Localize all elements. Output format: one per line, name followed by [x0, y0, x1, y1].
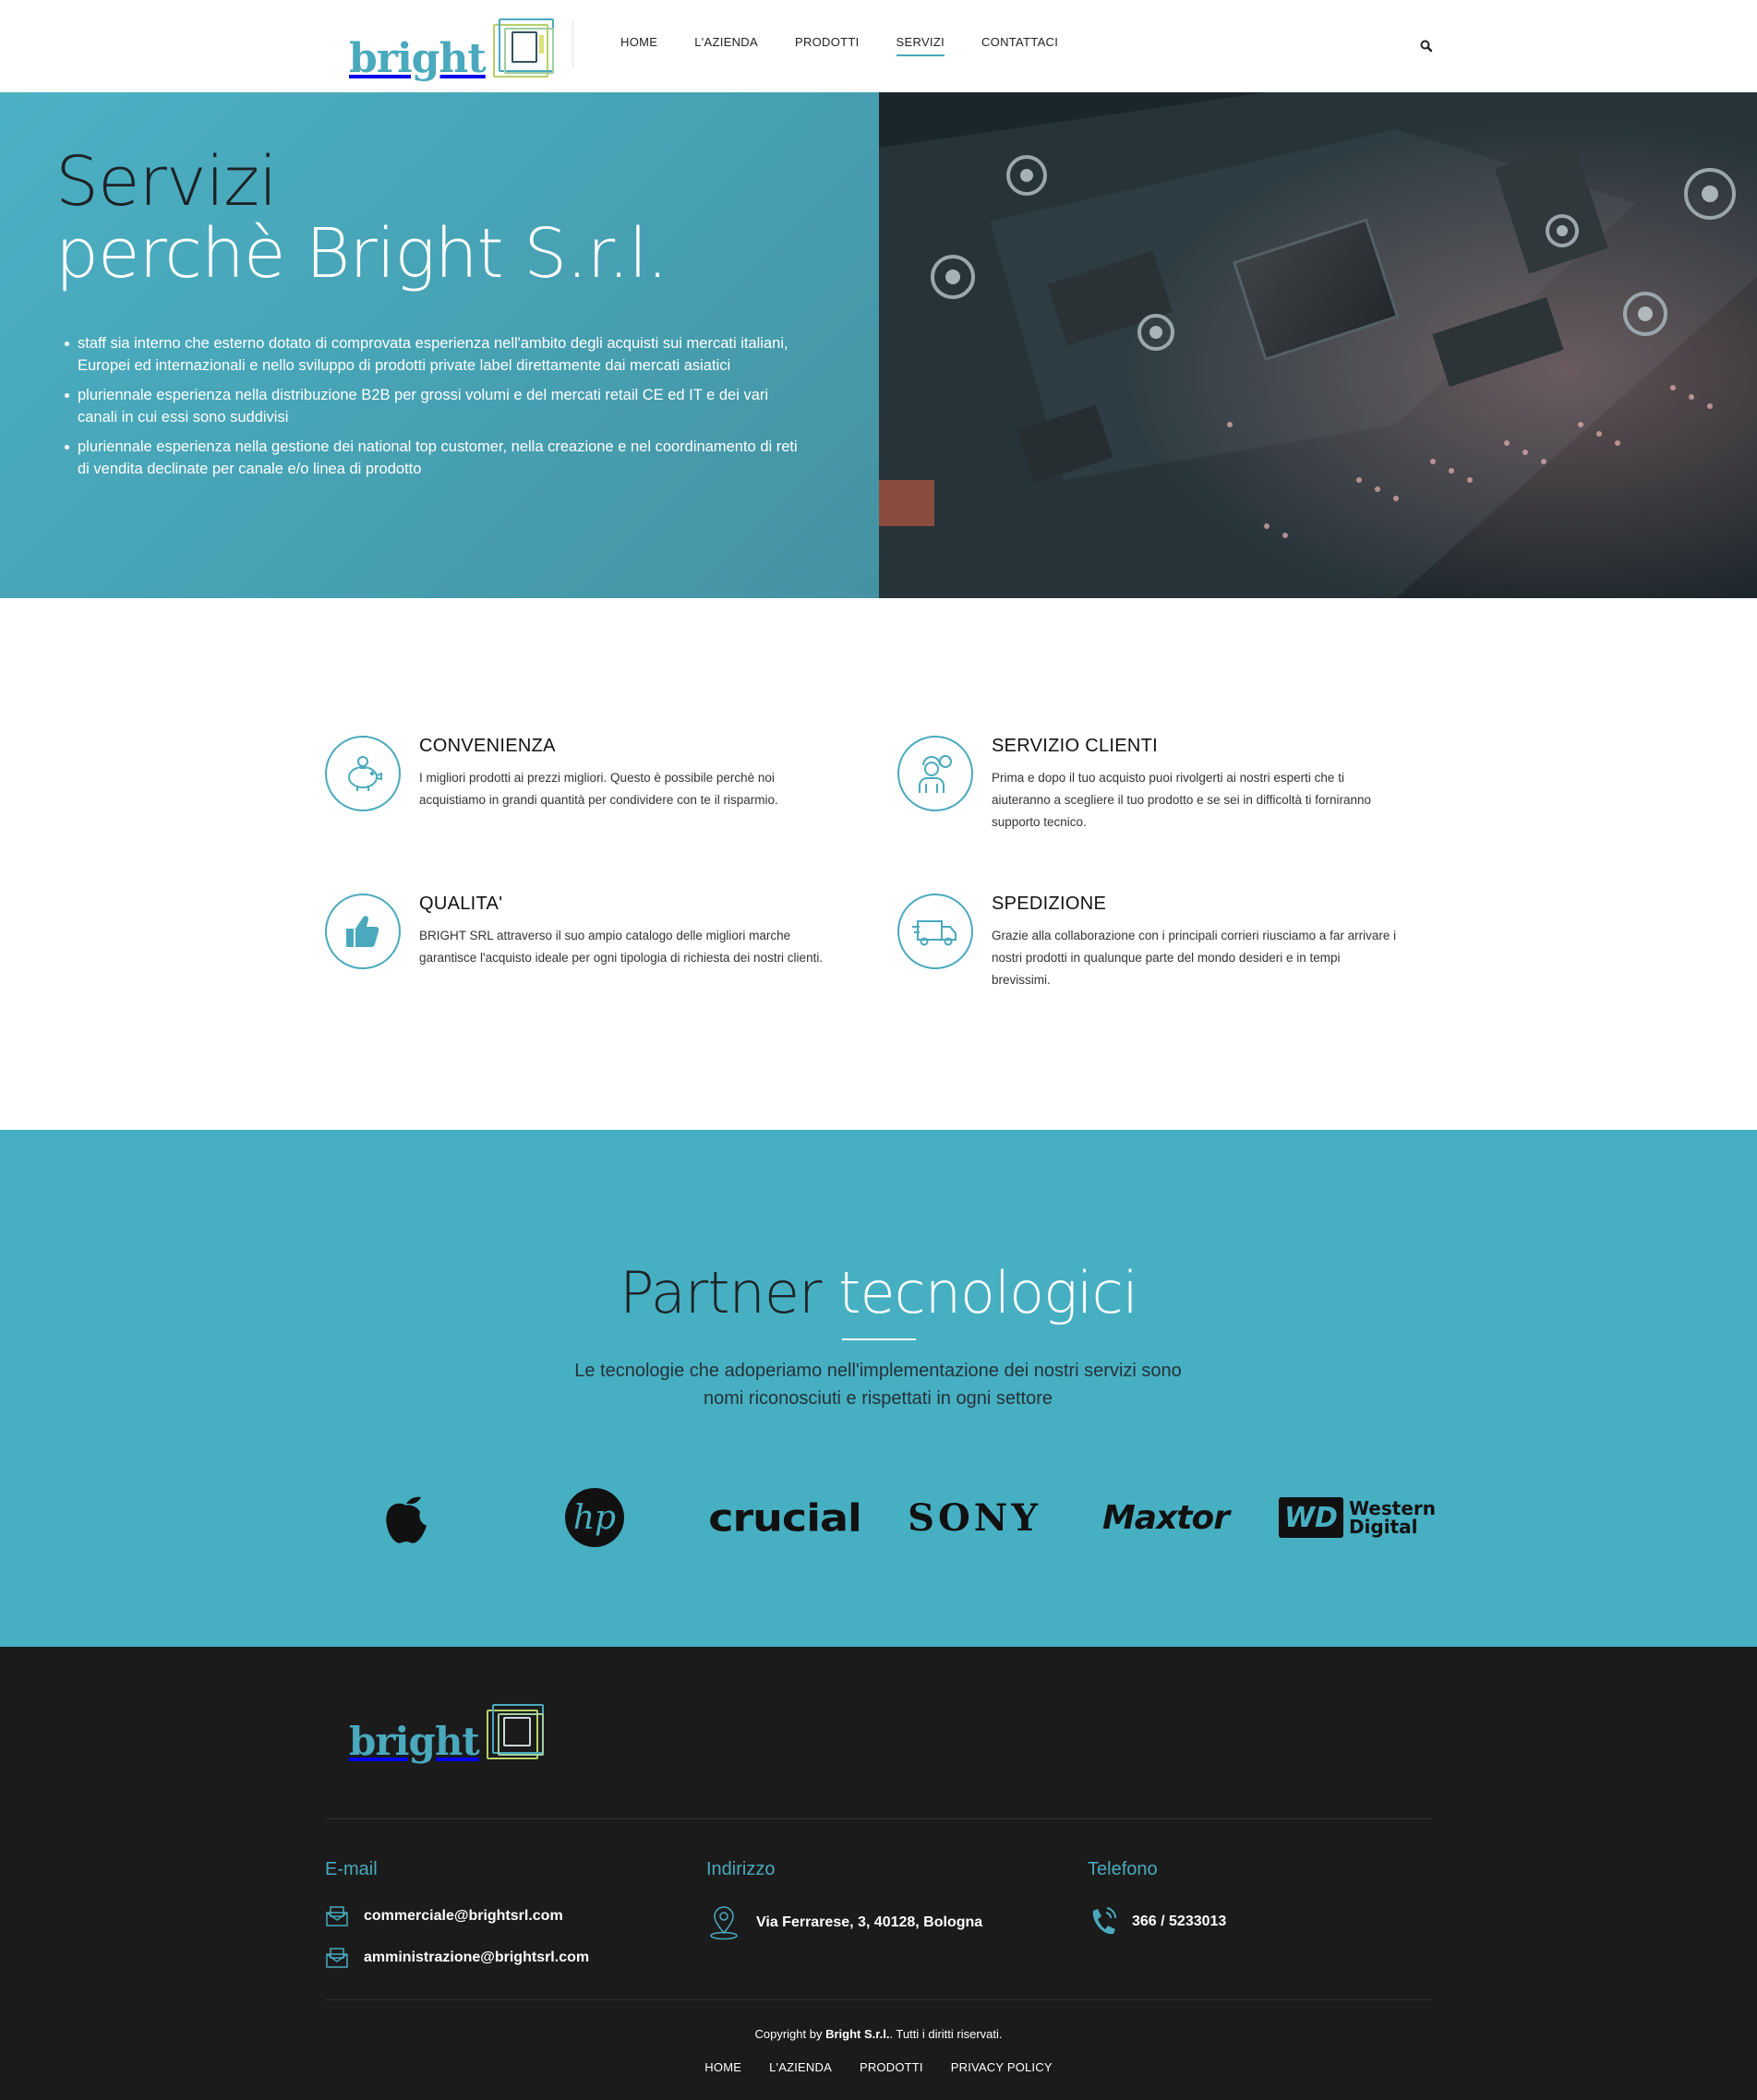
thumbs-up-icon: [325, 894, 401, 969]
footer-nav-home[interactable]: HOME: [704, 2060, 742, 2074]
header-divider: [572, 20, 573, 68]
feature-text: BRIGHT SRL attraverso il suo ampio catalogo delle migliori marche garantisce l'acquisto ideale per ogni tipologia di richiesta dei nostri clienti.: [419, 929, 824, 965]
apple-logo: [369, 1481, 443, 1554]
wd-logo-text1: Western: [1348, 1497, 1436, 1519]
hero-title: [55, 142, 668, 294]
site-header: [0, 0, 1757, 92]
customer-service-icon: [897, 736, 973, 811]
wd-logo-text2: Digital: [1348, 1516, 1418, 1538]
site-footer: [0, 1647, 1757, 2100]
delivery-truck-icon: [897, 894, 973, 969]
main-nav: [620, 35, 1058, 56]
mail-icon: [325, 1947, 349, 1969]
partners-title-light: tecnologici: [838, 1259, 1137, 1326]
nav-servizi[interactable]: SERVIZI: [897, 35, 945, 56]
nav-contattaci[interactable]: CONTATTACI: [981, 35, 1059, 49]
logo-mark-icon: [483, 1700, 551, 1765]
footer-email-item[interactable]: [325, 1905, 563, 1927]
footer-nav-azienda[interactable]: L'AZIENDA: [769, 2060, 832, 2074]
partners-subtitle-line2: nomi riconosciuti e rispettati in ogni settore: [704, 1388, 1053, 1409]
copyright-suffix: . Tutti i diritti riservati.: [889, 2027, 1003, 2041]
wd-logo-mark: WD: [1283, 1501, 1338, 1534]
hero-title-line1: Servizi: [55, 142, 277, 222]
hero-title-line2: perchè Bright S.r.l.: [55, 214, 668, 294]
copyright-prefix: Copyright by: [754, 2027, 823, 2041]
copyright-text: [0, 2027, 1757, 2041]
hero-bullet: pluriennale esperienza nella distribuzione B2B per grossi volumi e del mercati retail CE ed IT e dei vari canali in cui essi sono suddivisi: [63, 384, 801, 428]
circuit-board-image: [879, 92, 1757, 598]
feature-title: CONVENIENZA: [419, 736, 556, 756]
partners-title-underline: [842, 1338, 916, 1340]
footer-separator: [325, 1999, 1432, 2000]
footer-phone-heading: Telefono: [1088, 1859, 1158, 1879]
hero-bullet: pluriennale esperienza nella gestione dei national top customer, nella creazione e nel coordinamento di reti di vendita declinate per canale e/o linea di prodotto: [63, 436, 801, 480]
logo-text: bright: [349, 1719, 479, 1764]
header-logo[interactable]: [349, 9, 561, 81]
piggy-bank-icon: [325, 736, 401, 811]
footer-address-heading: Indirizzo: [706, 1859, 776, 1879]
feature-title: SERVIZIO CLIENTI: [992, 736, 1159, 756]
mail-icon: [325, 1905, 349, 1927]
western-digital-logo: [1279, 1481, 1436, 1554]
maxtor-logo-text: Maxtor: [1101, 1498, 1230, 1537]
footer-email-item[interactable]: [325, 1947, 589, 1969]
footer-nav: [0, 2060, 1757, 2074]
copyright-company: Bright S.r.l.: [825, 2027, 890, 2041]
footer-separator: [325, 1818, 1432, 1819]
crucial-logo-text: crucial: [708, 1494, 861, 1541]
partners-subtitle: [509, 1357, 1247, 1412]
crucial-logo: [706, 1481, 863, 1554]
search-icon[interactable]: [1419, 39, 1434, 54]
partners-subtitle-line1: Le tecnologie che adoperiamo nell'implementazione dei nostri servizi sono: [574, 1361, 1182, 1381]
hp-logo: [558, 1481, 632, 1554]
nav-home[interactable]: HOME: [620, 35, 658, 49]
sony-logo: [894, 1481, 1055, 1554]
maxtor-logo: [1085, 1481, 1246, 1554]
feature-text: Grazie alla collaborazione con i principali corrieri riusciamo a far arrivare i nostri prodotti in qualunque parte del mondo desideri e in tempi brevissimi.: [992, 929, 1397, 987]
partners-title-dark: Partner: [620, 1259, 822, 1326]
nav-prodotti[interactable]: PRODOTTI: [794, 35, 860, 49]
feature-title: QUALITA': [419, 894, 503, 914]
logo-mark-icon: [489, 15, 561, 81]
sony-logo-text: SONY: [908, 1495, 1041, 1540]
email-link[interactable]: commerciale@brightsrl.com: [364, 1908, 563, 1924]
email-link[interactable]: amministrazione@brightsrl.com: [364, 1950, 590, 1965]
footer-address-item: [706, 1905, 982, 1940]
hero-bullet-list: [63, 332, 801, 487]
partners-title: [0, 1259, 1757, 1326]
logo-text: bright: [349, 35, 486, 82]
nav-azienda[interactable]: L'AZIENDA: [694, 35, 758, 49]
footer-nav-privacy[interactable]: PRIVACY POLICY: [950, 2060, 1053, 2074]
footer-phone-item[interactable]: [1088, 1905, 1226, 1938]
phone-text[interactable]: 366 / 5233013: [1132, 1914, 1227, 1929]
hero-bullet: staff sia interno che esterno dotato di comprovata esperienza nell'ambito degli acquisti sui mercati italiani, Europei ed internazionali e nello sviluppo di prodotti private label direttamente dai mercati asiatici: [63, 332, 801, 377]
footer-nav-prodotti[interactable]: PRODOTTI: [859, 2060, 923, 2074]
address-text: Via Ferrarese, 3, 40128, Bologna: [756, 1914, 983, 1930]
feature-text: I migliori prodotti ai prezzi migliori. Questo è possibile perchè noi acquistiamo in grandi quantità per condividere con te il risparmio.: [419, 771, 778, 807]
phone-icon: [1088, 1905, 1117, 1938]
partners-section: [0, 1130, 1757, 1647]
map-pin-icon: [706, 1905, 741, 1940]
footer-email-heading: E-mail: [325, 1859, 378, 1879]
feature-text: Prima e dopo il tuo acquisto puoi rivolgerti ai nostri esperti che ti aiuteranno a scegliere il tuo prodotto e se sei in difficoltà ti forniranno supporto tecnico.: [992, 771, 1371, 829]
feature-title: SPEDIZIONE: [992, 894, 1107, 914]
hp-logo-text: hp: [572, 1499, 617, 1537]
footer-logo[interactable]: [349, 1693, 551, 1765]
